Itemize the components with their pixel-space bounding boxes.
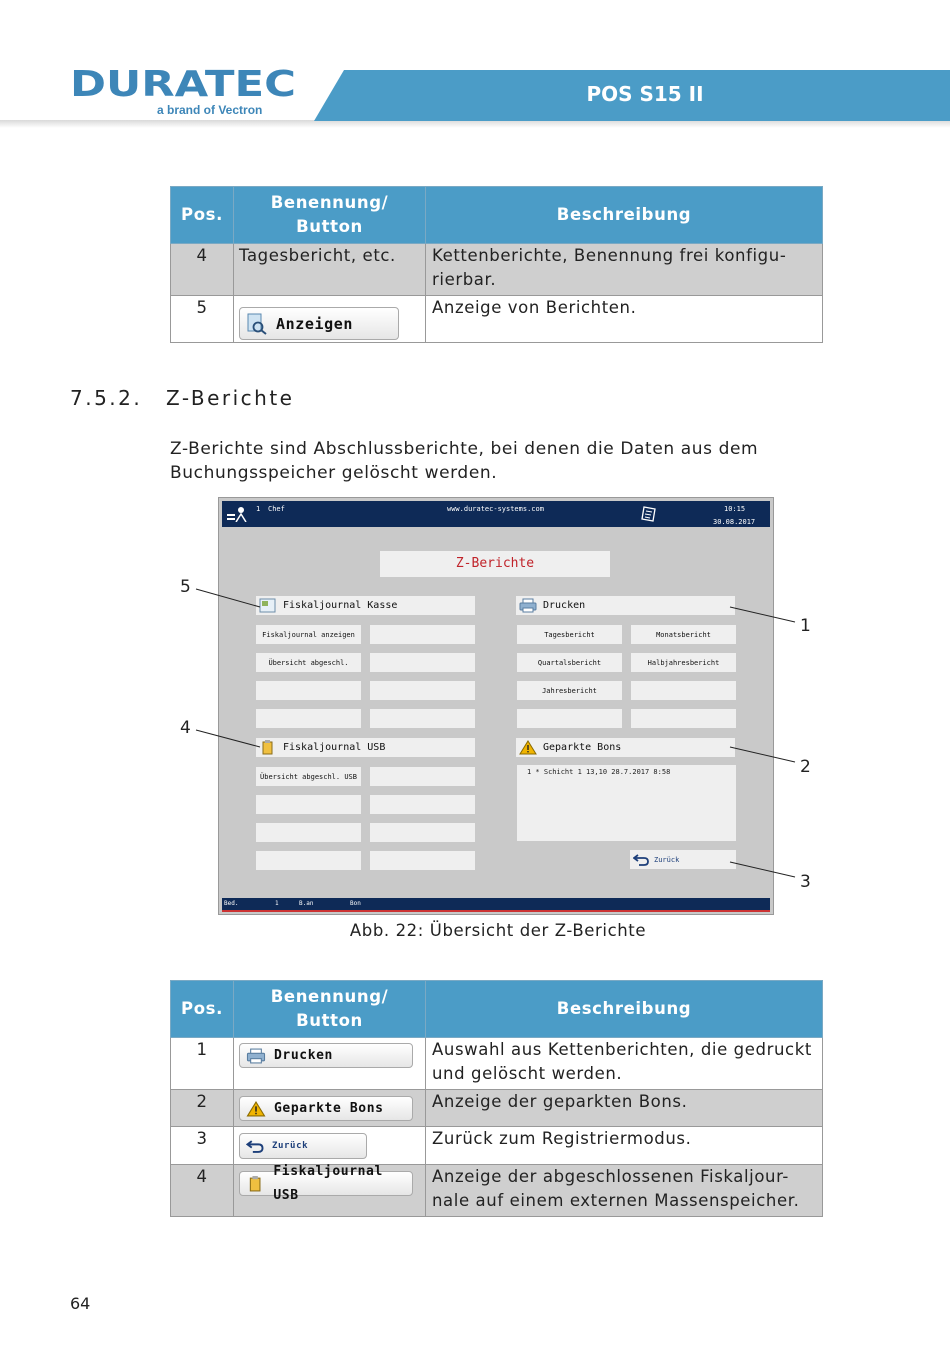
callout-line-4 (196, 730, 260, 747)
table-positions-2 (170, 980, 823, 1217)
callout-line-3 (730, 862, 795, 877)
fiskaljournal-usb-label: Fiskaljournal USB (273, 1163, 383, 1203)
fiskaljournal-usb-button[interactable] (239, 1163, 413, 1203)
document-title: POS S15 II (586, 82, 704, 106)
section-number: 7.5.2. (70, 386, 143, 410)
th-name-line2: Button (296, 217, 363, 236)
back-arrow-icon (246, 1139, 264, 1153)
screen-date: 30.08.2017 (713, 518, 756, 526)
bons-header-label: Geparkte Bons (543, 742, 622, 753)
table-row (171, 1165, 823, 1217)
logo-text: DURATEC (70, 64, 296, 100)
anzeigen-label: Anzeigen (276, 314, 354, 333)
screen-title: Z-Berichte (380, 551, 610, 577)
cell-button (234, 1038, 426, 1090)
figure-caption: Abb. 22: Übersicht der Z-Berichte (349, 921, 647, 940)
cell-pos: 2 (171, 1090, 234, 1127)
th-name-line1: Benennung/ (270, 987, 389, 1006)
btn-halbjahresbericht[interactable]: Halbjahresbericht (631, 653, 736, 672)
usb-header-label: Fiskaljournal USB (283, 742, 386, 753)
cell-desc: Anzeige der geparkten Bons. (426, 1090, 823, 1127)
logo-subtitle: a brand of Vectron (157, 103, 263, 117)
drucken-label: Drucken (274, 1047, 333, 1063)
th-pos: Pos. (171, 981, 234, 1038)
cell-desc: Anzeige von Berichten. (426, 296, 823, 343)
table-row (171, 1127, 823, 1165)
bottom-bar-ban: B.an (299, 900, 314, 907)
drucken-header-label: Drucken (543, 600, 586, 611)
callout-4: 4 (180, 718, 191, 738)
cell-pos: 5 (171, 296, 234, 343)
drucken-button[interactable] (239, 1043, 413, 1068)
warning-icon (246, 1101, 266, 1117)
usb-btn-uebersicht[interactable]: Übersicht abgeschl. USB (256, 767, 361, 786)
kasse-header-label: Fiskaljournal Kasse (283, 600, 398, 611)
cell-desc: Anzeige der abgeschlossenen Fiskaljour-nale auf einem externen Massenspeicher. (426, 1165, 823, 1217)
cell-pos: 4 (171, 244, 234, 296)
cell-desc: Kettenberichte, Benennung frei konfigu-rierbar. (426, 244, 823, 296)
btn-monatsbericht[interactable]: Monatsbericht (631, 625, 736, 644)
zurueck-label: Zurück (654, 856, 680, 864)
printer-icon (246, 1048, 266, 1064)
page-number: 64 (70, 1294, 91, 1313)
zurueck-button[interactable] (239, 1133, 367, 1159)
callout-line-5 (196, 589, 260, 607)
screen-time: 10:15 (724, 505, 746, 513)
bottom-bar-bon: Bon (350, 900, 361, 907)
zurueck-label: Zurück (272, 1141, 309, 1151)
cell-desc: Auswahl aus Kettenberichten, die gedruckt und gelöscht werden. (426, 1038, 823, 1090)
kasse-btn-uebersicht[interactable]: Übersicht abgeschl. (256, 653, 361, 672)
th-name-line1: Benennung/ (270, 193, 389, 212)
btn-quartalsbericht[interactable]: Quartalsbericht (517, 653, 622, 672)
cell-button (234, 1090, 426, 1127)
bons-entry[interactable]: 1 * Schicht 1 13,10 28.7.2017 8:58 (527, 768, 671, 776)
bottom-bar-bed: Bed. (224, 900, 239, 907)
cell-desc: Zurück zum Registriermodus. (426, 1127, 823, 1165)
cell-button (234, 1165, 426, 1217)
callout-2: 2 (800, 757, 811, 777)
callout-3: 3 (800, 872, 811, 892)
th-name (234, 981, 426, 1038)
th-pos: Pos. (171, 187, 234, 244)
th-desc: Beschreibung (426, 187, 823, 244)
usb-stick-icon (246, 1176, 265, 1192)
section-title: Z-Berichte (166, 386, 295, 410)
btn-jahresbericht[interactable]: Jahresbericht (517, 681, 622, 700)
table-row (171, 1038, 823, 1090)
callout-1: 1 (800, 616, 811, 636)
cell-pos: 1 (171, 1038, 234, 1090)
th-desc: Beschreibung (426, 981, 823, 1038)
screen-url: www.duratec-systems.com (447, 505, 544, 513)
cell-pos: 4 (171, 1165, 234, 1217)
geparkte-bons-label: Geparkte Bons (274, 1100, 384, 1116)
callout-5: 5 (180, 577, 191, 597)
screen-user-no: 1 (256, 505, 261, 513)
th-name-line2: Button (296, 1011, 363, 1030)
kasse-btn-anzeigen[interactable]: Fiskaljournal anzeigen (256, 625, 361, 644)
callout-line-1 (730, 607, 795, 622)
geparkte-bons-button[interactable] (239, 1096, 413, 1121)
cell-pos: 3 (171, 1127, 234, 1165)
btn-tagesbericht[interactable]: Tagesbericht (517, 625, 622, 644)
bottom-bar-no: 1 (275, 900, 279, 907)
table-row (171, 1090, 823, 1127)
cell-name: Tagesbericht, etc. (234, 244, 426, 296)
callout-line-2 (730, 747, 795, 762)
screen-user: Chef (268, 505, 285, 513)
intro-paragraph: Z-Berichte sind Abschlussberichte, bei denen die Daten aus dem Buchungsspeicher gelöscht werden. (170, 439, 759, 483)
